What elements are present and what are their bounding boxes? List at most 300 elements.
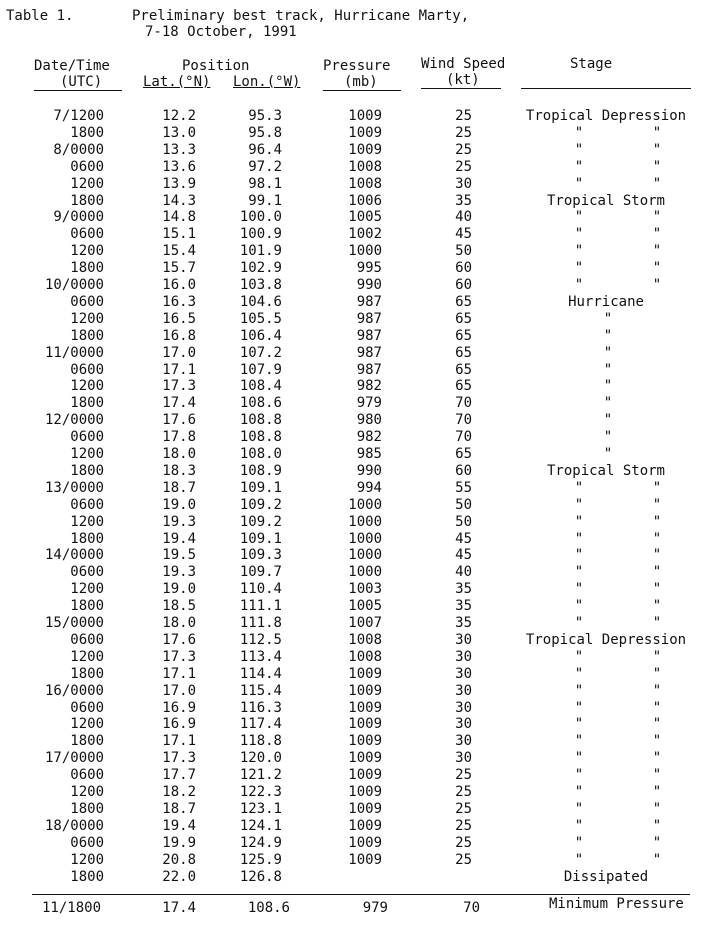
row-pressure: 1009 — [348, 665, 382, 682]
footer-pressure: 979 — [362, 900, 388, 916]
row-wind: 50 — [455, 243, 472, 260]
row-stage-ditto-right: " — [652, 277, 662, 293]
row-datetime: 1800 — [70, 800, 104, 817]
row-datetime: 1200 — [70, 851, 104, 868]
row-datetime: 9/0000 — [53, 209, 104, 226]
row-pressure: 1009 — [348, 767, 382, 784]
row-stage-ditto-left: " — [574, 547, 584, 564]
row-stage-ditto-left: " — [574, 817, 584, 834]
row-pressure: 1000 — [348, 564, 382, 581]
row-longitude: 106.4 — [239, 327, 282, 344]
row-latitude: 17.3 — [162, 648, 196, 665]
row-wind: 70 — [455, 429, 472, 446]
row-latitude: 13.9 — [162, 175, 196, 192]
row-stage-ditto-left: " — [574, 834, 584, 851]
row-pressure: 1003 — [348, 581, 382, 598]
row-pressure: 1005 — [348, 598, 382, 615]
table-row — [0, 328, 722, 345]
table-row — [0, 547, 722, 564]
table-row — [0, 598, 722, 615]
row-wind: 25 — [455, 784, 472, 800]
row-latitude: 16.9 — [162, 716, 196, 733]
row-wind: 35 — [455, 615, 472, 631]
row-longitude: 125.9 — [239, 851, 282, 868]
footer-longitude: 108.6 — [247, 900, 290, 916]
row-wind: 50 — [455, 513, 472, 530]
row-stage-ditto-left: " — [574, 800, 584, 817]
row-pressure: 1005 — [348, 209, 382, 226]
table-row — [0, 531, 722, 548]
table-row — [0, 311, 722, 328]
row-datetime: 1800 — [70, 192, 104, 209]
row-wind: 30 — [455, 750, 472, 767]
row-datetime: 1200 — [70, 716, 104, 733]
row-pressure: 994 — [356, 479, 382, 496]
row-longitude: 109.2 — [239, 513, 282, 530]
row-stage-ditto-right: " — [652, 784, 662, 800]
row-datetime: 10/0000 — [44, 277, 104, 293]
table-row — [0, 294, 722, 311]
row-longitude: 109.1 — [239, 479, 282, 496]
row-latitude: 20.8 — [162, 851, 196, 868]
row-stage-ditto-right: " — [652, 260, 662, 277]
table-row — [0, 108, 722, 125]
table-subtitle: 7-18 October, 1991 — [145, 24, 297, 40]
row-datetime: 1200 — [70, 513, 104, 530]
row-stage: Hurricane — [568, 293, 644, 310]
header-position: Position — [182, 58, 250, 74]
row-pressure: 1009 — [348, 834, 382, 851]
row-latitude: 14.3 — [162, 192, 196, 209]
table-row — [0, 429, 722, 446]
row-wind: 25 — [455, 108, 472, 124]
row-stage-ditto-left: " — [574, 615, 584, 631]
row-wind: 65 — [455, 344, 472, 361]
row-longitude: 111.8 — [239, 615, 282, 631]
footer-wind: 70 — [463, 900, 480, 916]
row-datetime: 13/0000 — [44, 479, 104, 496]
table-row — [0, 632, 722, 649]
row-latitude: 17.4 — [162, 395, 196, 412]
table-row — [0, 142, 722, 159]
row-stage-ditto-left: " — [574, 564, 584, 581]
row-latitude: 17.3 — [162, 378, 196, 395]
row-wind: 30 — [455, 733, 472, 750]
header-longitude: Lon.(°W) — [233, 74, 301, 90]
header-pressure-unit: (mb) — [344, 74, 378, 90]
row-longitude: 118.8 — [239, 733, 282, 750]
row-pressure: 1009 — [348, 733, 382, 750]
row-longitude: 112.5 — [239, 631, 282, 648]
row-stage-ditto-left: " — [574, 226, 584, 243]
header-stage-rule — [521, 88, 691, 89]
row-stage-ditto: " — [603, 327, 613, 344]
table-row — [0, 852, 722, 869]
row-stage-ditto-left: " — [574, 175, 584, 192]
row-datetime: 0600 — [70, 631, 104, 648]
row-datetime: 16/0000 — [44, 682, 104, 699]
row-latitude: 16.5 — [162, 310, 196, 327]
row-stage-ditto-left: " — [574, 496, 584, 513]
row-pressure: 979 — [356, 395, 382, 412]
row-stage-ditto-left: " — [574, 682, 584, 699]
row-wind: 30 — [455, 175, 472, 192]
row-latitude: 19.4 — [162, 530, 196, 547]
row-pressure: 985 — [356, 446, 382, 462]
table-row — [0, 193, 722, 210]
row-pressure: 1000 — [348, 547, 382, 564]
row-longitude: 108.9 — [239, 462, 282, 479]
table-row — [0, 666, 722, 683]
row-longitude: 101.9 — [239, 243, 282, 260]
row-longitude: 98.1 — [248, 175, 282, 192]
table-row — [0, 716, 722, 733]
row-pressure: 980 — [356, 412, 382, 429]
row-longitude: 100.0 — [239, 209, 282, 226]
row-datetime: 1800 — [70, 124, 104, 141]
row-longitude: 109.2 — [239, 496, 282, 513]
row-stage: Tropical Storm — [546, 192, 665, 209]
row-datetime: 0600 — [70, 429, 104, 446]
row-datetime: 1200 — [70, 446, 104, 462]
row-stage-ditto-right: " — [652, 615, 662, 631]
row-wind: 30 — [455, 716, 472, 733]
row-datetime: 12/0000 — [44, 412, 104, 429]
row-pressure: 990 — [356, 277, 382, 293]
row-datetime: 8/0000 — [53, 141, 104, 158]
row-stage-ditto-right: " — [652, 750, 662, 767]
row-latitude: 18.7 — [162, 800, 196, 817]
table-row — [0, 733, 722, 750]
row-wind: 55 — [455, 479, 472, 496]
row-datetime: 1800 — [70, 260, 104, 277]
header-pressure-rule — [323, 90, 401, 91]
row-latitude: 19.0 — [162, 581, 196, 598]
row-wind: 65 — [455, 327, 472, 344]
table-row — [0, 683, 722, 700]
row-stage-ditto: " — [603, 344, 613, 361]
row-datetime: 1200 — [70, 378, 104, 395]
row-longitude: 116.3 — [239, 699, 282, 716]
header-wind-rule — [421, 88, 501, 89]
row-latitude: 16.3 — [162, 293, 196, 310]
row-wind: 25 — [455, 767, 472, 784]
row-pressure: 1009 — [348, 817, 382, 834]
row-stage: Tropical Depression — [525, 631, 687, 648]
footer-latitude: 17.4 — [162, 900, 196, 916]
row-datetime: 1200 — [70, 581, 104, 598]
header-latitude: Lat.(°N) — [143, 74, 211, 90]
row-longitude: 123.1 — [239, 800, 282, 817]
row-latitude: 19.3 — [162, 564, 196, 581]
row-datetime: 0600 — [70, 834, 104, 851]
row-wind: 50 — [455, 496, 472, 513]
row-longitude: 122.3 — [239, 784, 282, 800]
row-longitude: 108.4 — [239, 378, 282, 395]
row-stage-ditto-right: " — [652, 513, 662, 530]
row-wind: 70 — [455, 412, 472, 429]
row-wind: 25 — [455, 834, 472, 851]
table-row — [0, 564, 722, 581]
row-datetime: 0600 — [70, 158, 104, 175]
row-stage-ditto: " — [603, 395, 613, 412]
header-datetime-rule — [34, 90, 122, 91]
row-latitude: 17.6 — [162, 412, 196, 429]
row-stage-ditto-left: " — [574, 158, 584, 175]
row-pressure: 1009 — [348, 108, 382, 124]
row-longitude: 124.9 — [239, 834, 282, 851]
row-latitude: 16.0 — [162, 277, 196, 293]
row-latitude: 12.2 — [162, 108, 196, 124]
table-title: Preliminary best track, Hurricane Marty, — [132, 8, 470, 24]
row-datetime: 0600 — [70, 699, 104, 716]
row-longitude: 105.5 — [239, 310, 282, 327]
row-datetime: 1200 — [70, 243, 104, 260]
row-pressure: 1009 — [348, 716, 382, 733]
row-stage-ditto-left: " — [574, 277, 584, 293]
row-datetime: 1800 — [70, 598, 104, 615]
row-pressure: 987 — [356, 344, 382, 361]
row-wind: 35 — [455, 581, 472, 598]
row-stage: Tropical Depression — [525, 108, 687, 124]
row-datetime: 14/0000 — [44, 547, 104, 564]
row-stage-ditto-left: " — [574, 260, 584, 277]
row-stage-ditto-left: " — [574, 530, 584, 547]
row-datetime: 1800 — [70, 868, 104, 885]
row-pressure: 1007 — [348, 615, 382, 631]
row-longitude: 113.4 — [239, 648, 282, 665]
row-latitude: 19.0 — [162, 496, 196, 513]
row-wind: 25 — [455, 800, 472, 817]
row-longitude: 96.4 — [248, 141, 282, 158]
row-longitude: 97.2 — [248, 158, 282, 175]
row-longitude: 108.8 — [239, 429, 282, 446]
row-latitude: 17.7 — [162, 767, 196, 784]
header-wind-speed: Wind Speed — [421, 56, 506, 72]
row-wind: 65 — [455, 446, 472, 462]
row-longitude: 107.2 — [239, 344, 282, 361]
row-wind: 35 — [455, 192, 472, 209]
row-latitude: 18.2 — [162, 784, 196, 800]
row-datetime: 0600 — [70, 564, 104, 581]
row-latitude: 16.9 — [162, 699, 196, 716]
row-latitude: 15.4 — [162, 243, 196, 260]
row-pressure: 1009 — [348, 851, 382, 868]
row-stage-ditto-left: " — [574, 513, 584, 530]
row-longitude: 114.4 — [239, 665, 282, 682]
row-stage-ditto-right: " — [652, 834, 662, 851]
row-stage-ditto: " — [603, 412, 613, 429]
row-pressure: 1008 — [348, 648, 382, 665]
row-longitude: 108.8 — [239, 412, 282, 429]
row-datetime: 1800 — [70, 462, 104, 479]
row-pressure: 987 — [356, 310, 382, 327]
row-latitude: 17.1 — [162, 665, 196, 682]
table-row — [0, 176, 722, 193]
row-longitude: 95.3 — [248, 108, 282, 124]
row-latitude: 13.0 — [162, 124, 196, 141]
row-longitude: 109.3 — [239, 547, 282, 564]
row-wind: 60 — [455, 462, 472, 479]
row-stage-ditto-right: " — [652, 158, 662, 175]
row-longitude: 108.0 — [239, 446, 282, 462]
table-row — [0, 446, 722, 463]
table-row — [0, 277, 722, 294]
table-row — [0, 649, 722, 666]
row-stage-ditto-right: " — [652, 817, 662, 834]
row-latitude: 18.0 — [162, 446, 196, 462]
table-row — [0, 226, 722, 243]
row-wind: 60 — [455, 260, 472, 277]
row-stage-ditto-left: " — [574, 665, 584, 682]
row-stage-ditto-left: " — [574, 124, 584, 141]
row-wind: 30 — [455, 699, 472, 716]
row-longitude: 110.4 — [239, 581, 282, 598]
row-latitude: 18.7 — [162, 479, 196, 496]
row-wind: 25 — [455, 158, 472, 175]
row-pressure: 982 — [356, 378, 382, 395]
row-wind: 45 — [455, 547, 472, 564]
row-stage-ditto-right: " — [652, 733, 662, 750]
row-wind: 25 — [455, 141, 472, 158]
row-longitude: 115.4 — [239, 682, 282, 699]
row-latitude: 17.1 — [162, 361, 196, 378]
row-pressure: 1000 — [348, 513, 382, 530]
row-pressure: 1008 — [348, 158, 382, 175]
table-row — [0, 378, 722, 395]
row-longitude: 100.9 — [239, 226, 282, 243]
table-row — [0, 869, 722, 886]
row-longitude: 121.2 — [239, 767, 282, 784]
row-longitude: 109.1 — [239, 530, 282, 547]
row-stage-ditto-right: " — [652, 648, 662, 665]
header-datetime-unit: (UTC) — [60, 74, 103, 90]
row-stage-ditto-left: " — [574, 581, 584, 598]
row-pressure: 995 — [356, 260, 382, 277]
row-datetime: 0600 — [70, 361, 104, 378]
row-latitude: 14.8 — [162, 209, 196, 226]
table-row — [0, 260, 722, 277]
header-pressure: Pressure — [323, 58, 391, 74]
row-stage-ditto-right: " — [652, 699, 662, 716]
row-longitude: 111.1 — [239, 598, 282, 615]
row-pressure: 987 — [356, 361, 382, 378]
row-latitude: 15.7 — [162, 260, 196, 277]
row-stage-ditto-left: " — [574, 598, 584, 615]
row-longitude: 103.8 — [239, 277, 282, 293]
row-datetime: 1200 — [70, 175, 104, 192]
table-row — [0, 750, 722, 767]
row-longitude: 120.0 — [239, 750, 282, 767]
row-stage-ditto-left: " — [574, 699, 584, 716]
row-stage-ditto-left: " — [574, 648, 584, 665]
row-stage-ditto-right: " — [652, 767, 662, 784]
table-row — [0, 784, 722, 801]
row-latitude: 17.0 — [162, 344, 196, 361]
table-row — [0, 412, 722, 429]
row-stage-ditto-right: " — [652, 530, 662, 547]
row-wind: 65 — [455, 310, 472, 327]
table-row — [0, 159, 722, 176]
row-stage-ditto-right: " — [652, 851, 662, 868]
row-wind: 30 — [455, 631, 472, 648]
row-stage-ditto-left: " — [574, 784, 584, 800]
row-pressure: 1000 — [348, 496, 382, 513]
row-stage-ditto: " — [603, 429, 613, 446]
row-datetime: 1800 — [70, 530, 104, 547]
table-row — [0, 801, 722, 818]
row-pressure: 1009 — [348, 699, 382, 716]
table-row — [0, 818, 722, 835]
row-stage-ditto: " — [603, 310, 613, 327]
row-pressure: 987 — [356, 327, 382, 344]
row-wind: 45 — [455, 530, 472, 547]
row-datetime: 1800 — [70, 733, 104, 750]
footer-datetime: 11/1800 — [42, 900, 102, 916]
row-datetime: 7/1200 — [53, 108, 104, 124]
row-wind: 25 — [455, 124, 472, 141]
row-pressure: 1009 — [348, 784, 382, 800]
row-stage-ditto-left: " — [574, 716, 584, 733]
row-stage-ditto-left: " — [574, 851, 584, 868]
row-longitude: 95.8 — [248, 124, 282, 141]
row-stage-ditto: " — [603, 378, 613, 395]
row-pressure: 1000 — [348, 530, 382, 547]
row-wind: 35 — [455, 598, 472, 615]
table-label: Table 1. — [6, 8, 74, 24]
row-stage-ditto-right: " — [652, 581, 662, 598]
row-pressure: 1009 — [348, 682, 382, 699]
row-pressure: 1009 — [348, 124, 382, 141]
row-pressure: 987 — [356, 293, 382, 310]
row-pressure: 1009 — [348, 141, 382, 158]
row-stage-ditto-left: " — [574, 750, 584, 767]
row-pressure: 990 — [356, 462, 382, 479]
row-longitude: 102.9 — [239, 260, 282, 277]
row-datetime: 0600 — [70, 767, 104, 784]
table-row — [0, 835, 722, 852]
table-row — [0, 497, 722, 514]
row-pressure: 1009 — [348, 800, 382, 817]
row-stage-ditto-right: " — [652, 243, 662, 260]
row-longitude: 126.8 — [239, 868, 282, 885]
row-latitude: 17.6 — [162, 631, 196, 648]
row-wind: 40 — [455, 209, 472, 226]
row-wind: 30 — [455, 665, 472, 682]
row-stage: Dissipated — [563, 868, 649, 885]
row-wind: 65 — [455, 293, 472, 310]
row-wind: 30 — [455, 682, 472, 699]
row-wind: 25 — [455, 817, 472, 834]
table-row — [0, 395, 722, 412]
row-datetime: 0600 — [70, 226, 104, 243]
row-stage-ditto-right: " — [652, 564, 662, 581]
row-latitude: 16.8 — [162, 327, 196, 344]
row-latitude: 17.0 — [162, 682, 196, 699]
row-stage-ditto-right: " — [652, 175, 662, 192]
row-stage-ditto-left: " — [574, 243, 584, 260]
row-stage-ditto-right: " — [652, 598, 662, 615]
row-stage-ditto-left: " — [574, 141, 584, 158]
row-wind: 40 — [455, 564, 472, 581]
row-datetime: 1800 — [70, 665, 104, 682]
row-datetime: 15/0000 — [44, 615, 104, 631]
table-row — [0, 514, 722, 531]
footer-stage: Minimum Pressure — [549, 896, 684, 912]
table-row — [0, 362, 722, 379]
row-datetime: 1200 — [70, 648, 104, 665]
row-wind: 45 — [455, 226, 472, 243]
